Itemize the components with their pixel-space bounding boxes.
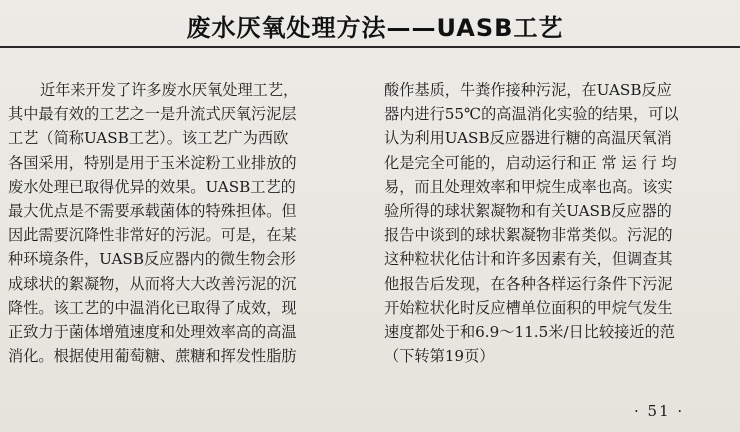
paragraph-line: 近年来开发了许多废水厌氧处理工艺， (40, 81, 299, 99)
title-box (150, 10, 600, 46)
paragraph-line: 开始粒状化时反应槽单位面积的甲烷气发生 (384, 298, 673, 317)
paragraph-line: 报告中谈到的球状絮凝物非常类似。污泥的 (384, 226, 673, 245)
paragraph-line: 消化。根据使用葡萄糖、蔗糖和挥发性脂肪 (8, 347, 297, 366)
article-title: 废水厌氧处理方法——UASB工艺 (186, 14, 564, 42)
paragraph-line: 正致力于菌体增殖速度和处理效率高的高温 (8, 322, 297, 341)
paragraph-line: 成球状的絮凝物，从而将大大改善污泥的沉 (8, 274, 297, 293)
paragraph-line: 化是完全可能的，启动运行和正 常 运 行 均 (384, 153, 677, 172)
paragraph-line: 其中最有效的工艺之一是升流式厌氧污泥层 (8, 105, 297, 124)
paragraph-line: 他报告后发现，在各种各样运行条件下污泥 (384, 274, 673, 293)
page-number: · 51 · (634, 402, 685, 420)
paragraph-line: 认为利用UASB反应器进行糖的高温厌氧消 (384, 129, 672, 148)
paragraph-line: 降性。该工艺的中温消化已取得了成效，现 (8, 298, 297, 317)
paragraph-line: 种环境条件，UASB反应器内的微生物会形 (8, 250, 296, 269)
paragraph-line: 验所得的球状絮凝物和有关UASB反应器的 (384, 201, 672, 220)
title-rule (0, 46, 740, 48)
paragraph-line: 因此需要沉降性非常好的污泥。可是，在某 (8, 226, 297, 245)
paragraph-line: 各国采用，特别是用于玉米淀粉工业排放的 (8, 153, 297, 172)
left-column (8, 78, 356, 368)
paragraph-line: 最大优点是不需要承载菌体的特殊担体。但 (8, 201, 297, 220)
continuation-note: （下转第19页） (384, 347, 495, 366)
paragraph-line: 酸作基质，牛粪作接种污泥，在UASB反应 (384, 81, 672, 99)
paragraph-line: 速度都处于和6.9～11.5米/日比较接近的范 (384, 322, 675, 341)
paragraph-line: 易，而且处理效率和甲烷生成率也高。该实 (384, 177, 673, 196)
paragraph-line: 工艺（简称UASB工艺）。该工艺广为西欧 (8, 129, 289, 148)
paragraph-line: 废水处理已取得优异的效果。UASB工艺的 (8, 177, 296, 196)
paragraph-line: 器内进行55℃的高温消化实验的结果，可以 (384, 105, 679, 124)
paragraph-line: 这种粒状化估计和许多因素有关，但调查其 (384, 250, 673, 269)
right-column (384, 78, 730, 368)
